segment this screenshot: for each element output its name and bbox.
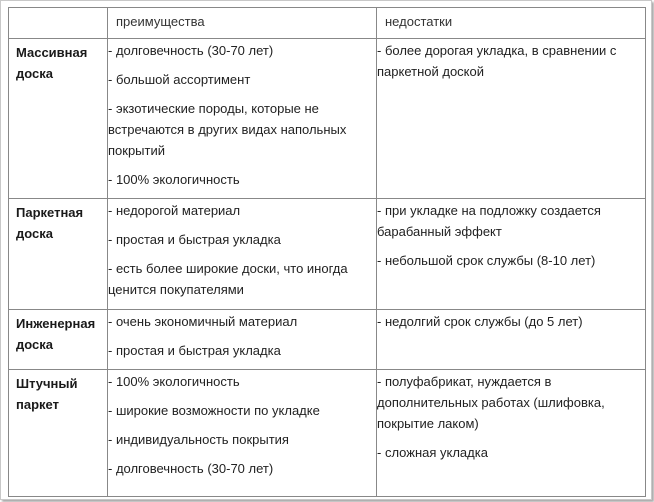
table-row-parquet-board bbox=[9, 199, 646, 310]
cons-item: - сложная укладка bbox=[377, 445, 488, 460]
cons-cell bbox=[377, 310, 646, 370]
pros-item: - долговечность (30-70 лет) bbox=[108, 461, 274, 476]
cons-item: - более дорогая укладка, в сравнении с паркетной доской bbox=[377, 43, 617, 79]
row-name: Паркетная доска bbox=[16, 205, 84, 241]
table-row-engineered-board bbox=[9, 310, 646, 370]
pros-item: - долговечность (30-70 лет) bbox=[108, 43, 274, 58]
pros-cell bbox=[108, 370, 377, 497]
pros-item: - экзотические породы, которые не встречаются в других видах напольных покрытий bbox=[108, 101, 347, 158]
row-name: Массивная доска bbox=[16, 45, 88, 81]
row-name: Штучный паркет bbox=[16, 376, 78, 412]
cons-cell bbox=[377, 199, 646, 310]
pros-cell bbox=[108, 310, 377, 370]
row-name-cell bbox=[9, 39, 108, 199]
cons-item: - при укладке на подложку создается барабанный эффект bbox=[377, 203, 601, 239]
row-name: Инженерная доска bbox=[16, 316, 96, 352]
header-cons-label: недостатки bbox=[385, 14, 453, 29]
pros-item: - есть более широкие доски, что иногда ценится покупателями bbox=[108, 261, 348, 297]
table-header-row bbox=[9, 8, 646, 39]
pros-cell bbox=[108, 39, 377, 199]
pros-item: - широкие возможности по укладке bbox=[108, 403, 320, 418]
cons-cell bbox=[377, 39, 646, 199]
pros-item: - очень экономичный материал bbox=[108, 314, 298, 329]
pros-item: - простая и быстрая укладка bbox=[108, 343, 281, 358]
pros-item: - 100% экологичность bbox=[108, 172, 240, 187]
header-cons-cell bbox=[377, 8, 646, 39]
cons-item: - недолгий срок службы (до 5 лет) bbox=[377, 314, 583, 329]
pros-item: - большой ассортимент bbox=[108, 72, 251, 87]
pros-cell bbox=[108, 199, 377, 310]
row-name-cell bbox=[9, 310, 108, 370]
cons-item: - небольшой срок службы (8-10 лет) bbox=[377, 253, 596, 268]
header-pros-cell bbox=[108, 8, 377, 39]
header-empty-cell bbox=[9, 8, 108, 39]
row-name-cell bbox=[9, 199, 108, 310]
pros-item: - простая и быстрая укладка bbox=[108, 232, 281, 247]
pros-item: - недорогой материал bbox=[108, 203, 241, 218]
table-row-piece-parquet bbox=[9, 370, 646, 497]
table-row-massive-board bbox=[9, 39, 646, 199]
cons-cell bbox=[377, 370, 646, 497]
cons-item: - полуфабрикат, нуждается в дополнительных работах (шлифовка, покрытие лаком) bbox=[377, 374, 605, 431]
pros-item: - индивидуальность покрытия bbox=[108, 432, 289, 447]
header-pros-label: преимущества bbox=[116, 14, 205, 29]
row-name-cell bbox=[9, 370, 108, 497]
comparison-table bbox=[8, 7, 646, 497]
pros-item: - 100% экологичность bbox=[108, 374, 240, 389]
